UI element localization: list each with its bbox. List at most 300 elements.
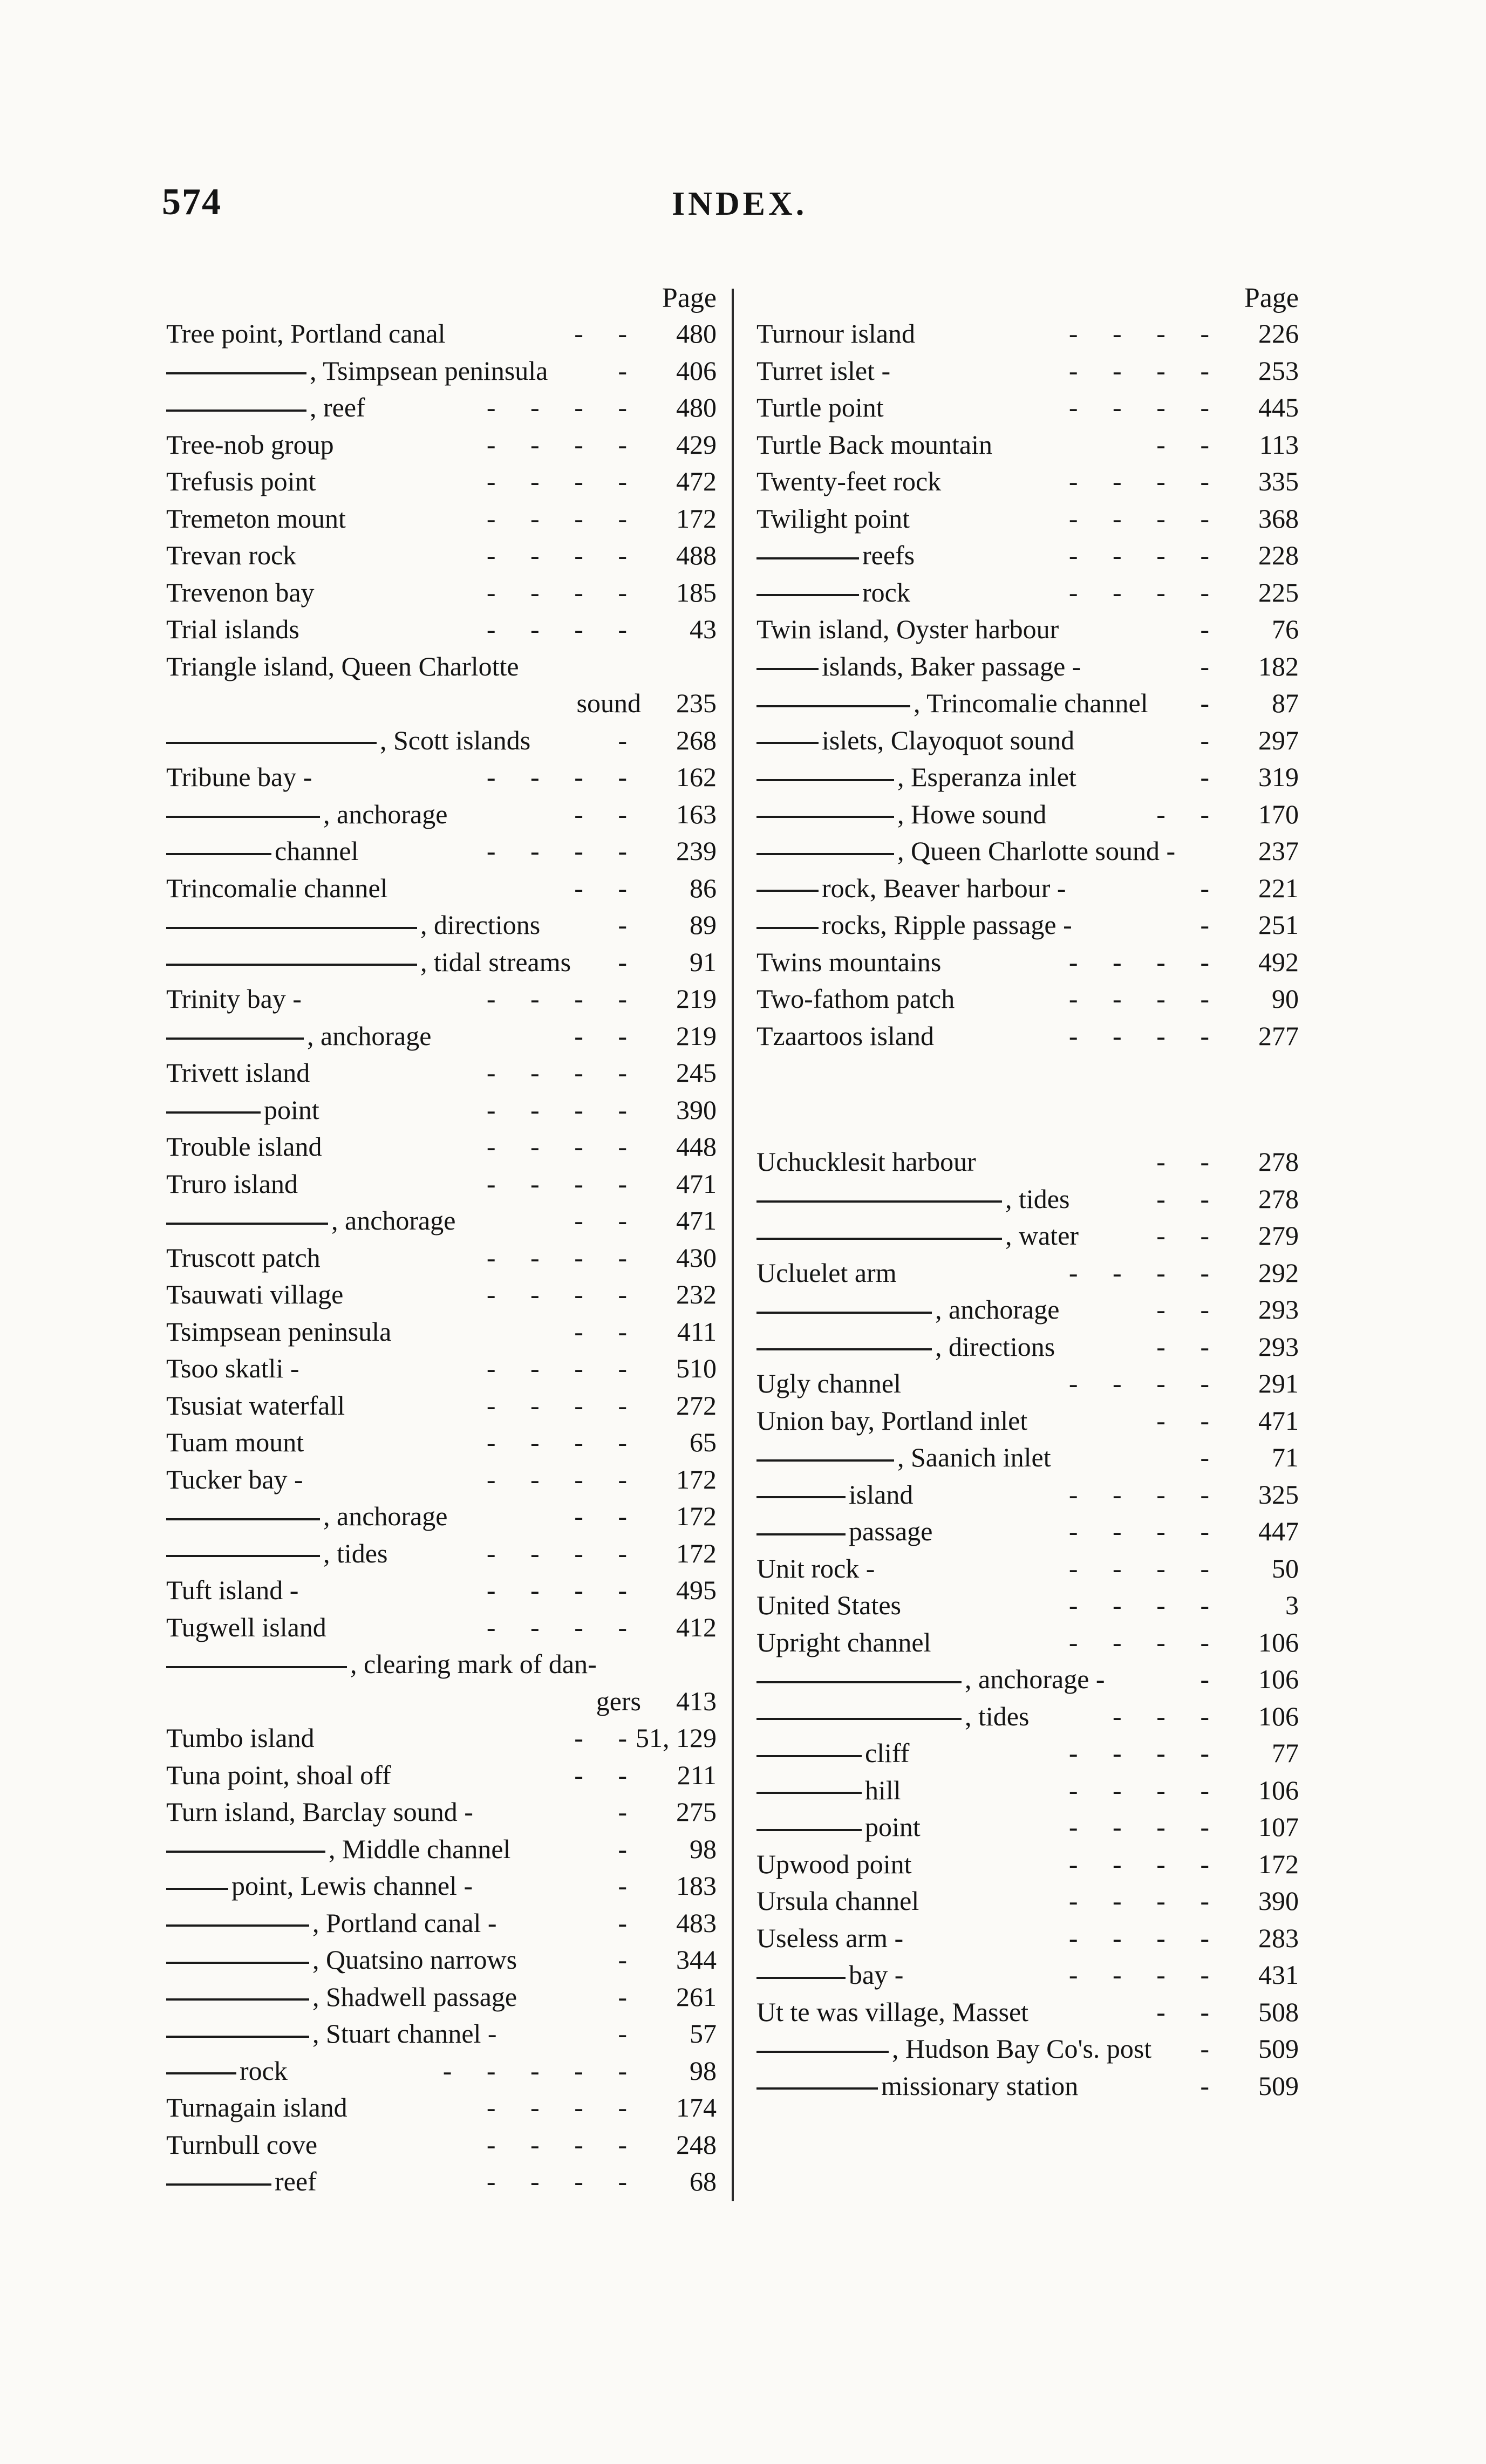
page-reference: 509 (1258, 2070, 1299, 2101)
entry-label: , anchorage (323, 798, 448, 829)
leader-dashes: - - - - (486, 614, 641, 644)
index-entry (756, 832, 1299, 869)
entry-text (166, 1796, 473, 1827)
page-reference: 411 (677, 1316, 717, 1347)
entry-label: Twins mountains (756, 946, 942, 977)
page-reference: 113 (1259, 429, 1299, 460)
entry-text (166, 503, 346, 534)
leader-dashes: - - - - (486, 1242, 641, 1273)
entry-text (756, 835, 1175, 866)
leader-dashes: - (1200, 614, 1223, 644)
entry-text (166, 872, 388, 904)
entry-text (166, 1648, 597, 1680)
leader-dashes: - - - - - (442, 2055, 641, 2086)
entry-text (166, 1612, 326, 1643)
ditto-dash (166, 1111, 261, 1114)
leader-dashes: - - - - (486, 1575, 641, 1605)
page-reference: 275 (676, 1797, 717, 1827)
entry-text (756, 798, 1046, 830)
ditto-dash (756, 1977, 846, 1979)
entry-text (756, 1589, 901, 1621)
leader-dashes: - (618, 725, 641, 755)
index-entry (756, 1476, 1299, 1513)
page-reference: 335 (1258, 466, 1299, 496)
index-entry (166, 684, 717, 721)
entry-label: , clearing mark of dan- (350, 1649, 597, 1679)
leader-dashes: - - - - (486, 1612, 641, 1642)
entry-text (166, 1944, 517, 1975)
page-reference: 430 (676, 1242, 717, 1273)
leader-dashes: - - (574, 798, 641, 829)
index-entry (166, 1830, 717, 1867)
entry-text (166, 1426, 304, 1458)
leader-dashes: - - - - (1068, 1368, 1223, 1398)
entry-label: , Tsimpsean peninsula (310, 355, 548, 386)
page-number: 574 (162, 181, 222, 223)
ditto-dash (166, 1962, 309, 1964)
entry-text (166, 466, 316, 497)
entry-label: Triangle island, Queen Charlotte (166, 651, 519, 681)
entry-text (166, 2055, 288, 2086)
index-entry (166, 1239, 717, 1276)
index-entry (166, 647, 717, 685)
page-reference: 98 (690, 2055, 717, 2086)
ditto-dash (756, 742, 819, 744)
entry-text (756, 1294, 1059, 1325)
page-reference: 293 (1258, 1331, 1299, 1362)
page-reference: 508 (1258, 1996, 1299, 2027)
entry-label: Truscott patch (166, 1242, 321, 1273)
ditto-dash (756, 1496, 846, 1498)
entry-label: , anchorage (307, 1020, 432, 1051)
index-entry (756, 1328, 1299, 1365)
page-reference: 225 (1258, 577, 1299, 608)
ditto-dash (756, 890, 819, 892)
entry-label: bay - (849, 1960, 904, 1990)
entry-text (166, 1907, 497, 1939)
leader-dashes: - - - - (486, 1131, 641, 1162)
entry-label: Trincomalie channel (166, 872, 388, 903)
leader-dashes: - (618, 1907, 641, 1938)
ditto-dash (756, 2087, 878, 2090)
index-entry (166, 832, 717, 869)
entry-text (166, 798, 447, 830)
index-entry (756, 1438, 1299, 1476)
index-entry (756, 1364, 1299, 1402)
entry-text (166, 983, 302, 1014)
leader-dashes: - - - - (1068, 577, 1223, 608)
page-reference: 91 (690, 946, 717, 977)
leader-dashes: - - - - (1068, 1960, 1223, 1990)
page-reference: 492 (1258, 946, 1299, 977)
entry-label: point (865, 1812, 921, 1842)
entry-label: , tides (323, 1538, 388, 1568)
entry-text (166, 613, 299, 645)
leader-dashes: - - - - (1068, 1812, 1223, 1842)
page-reference: 368 (1258, 503, 1299, 534)
index-entry (756, 388, 1299, 426)
entry-label: , reef (310, 392, 365, 422)
index-entry (756, 943, 1299, 980)
page-reference: 431 (1258, 1960, 1299, 1990)
page-reference: 297 (1258, 725, 1299, 755)
entry-text (166, 1981, 517, 2012)
page-reference: 291 (1258, 1368, 1299, 1398)
entry-text (166, 1057, 310, 1088)
entry-label: Tribune bay - (166, 762, 312, 792)
ditto-dash (166, 1924, 309, 1927)
entry-label: islands, Baker passage - (822, 651, 1081, 681)
entry-label: , Portland canal - (312, 1907, 497, 1938)
page-reference: 471 (676, 1168, 717, 1199)
leader-dashes: - - (574, 1316, 641, 1347)
page-reference: 172 (676, 503, 717, 534)
index-entry (166, 1719, 717, 1756)
index-entry (756, 1180, 1299, 1217)
entry-label: , directions (420, 910, 541, 940)
index-entry (166, 721, 717, 759)
leader-dashes: - (1200, 910, 1223, 940)
page-reference: 162 (676, 762, 717, 792)
entry-label: Tuna point, shoal off (166, 1759, 391, 1790)
index-entry (756, 315, 1299, 352)
index-entry (756, 647, 1299, 685)
page-reference: 390 (676, 1094, 717, 1125)
index-entry (166, 795, 717, 832)
page-reference: 90 (1272, 984, 1299, 1014)
index-entry (166, 980, 717, 1017)
entry-text (166, 2129, 317, 2160)
page-reference: 51, 129 (636, 1723, 717, 1753)
entry-label: Union bay, Portland inlet (756, 1405, 1028, 1436)
entry-label: Ucluelet arm (756, 1257, 897, 1288)
entry-label: rock (240, 2055, 288, 2086)
page-reference: 172 (676, 1538, 717, 1568)
entry-text (756, 1774, 901, 1806)
entry-label: Tsauwati village (166, 1279, 344, 1309)
leader-dashes: - - - - (486, 466, 641, 496)
page-reference: 219 (676, 984, 717, 1014)
page-reference: 172 (676, 1501, 717, 1531)
entry-label: Trevan rock (166, 540, 297, 570)
entry-text (166, 2018, 497, 2049)
entry-label: passage (849, 1516, 933, 1546)
page-reference: 277 (1258, 1020, 1299, 1051)
index-entry (166, 1128, 717, 1165)
ditto-dash (756, 1718, 962, 1720)
ditto-dash (166, 1666, 347, 1668)
page-reference: 245 (676, 1057, 717, 1088)
leader-dashes: - (618, 355, 641, 386)
index-entry (166, 2162, 717, 2200)
entry-label: , Shadwell passage (312, 1981, 517, 2012)
page-reference: 163 (676, 798, 717, 829)
page-reference: 239 (676, 836, 717, 866)
entry-text (166, 1870, 473, 1901)
entry-text (756, 1146, 976, 1177)
section-gap (756, 1054, 1299, 1143)
entry-text (166, 1538, 387, 1569)
entry-text (166, 1500, 447, 1532)
index-entry (756, 1402, 1299, 1439)
entry-text (166, 1242, 321, 1273)
entry-label: Turn island, Barclay sound - (166, 1797, 473, 1827)
index-entry (756, 1845, 1299, 1882)
index-entry (166, 1202, 717, 1239)
ditto-dash (756, 594, 859, 596)
index-entry (166, 1608, 717, 1646)
ditto-dash (166, 1223, 328, 1225)
ditto-dash (756, 557, 859, 559)
ditto-dash (166, 409, 306, 412)
leader-dashes: - - (574, 1501, 641, 1531)
index-entry (166, 1387, 717, 1424)
ditto-dash (166, 1851, 325, 1853)
entry-label: Turnbull cove (166, 2129, 318, 2160)
entry-label: reefs (862, 540, 915, 570)
page-reference: 272 (676, 1390, 717, 1421)
page-reference: 248 (676, 2129, 717, 2160)
leader-dashes: - - (574, 318, 641, 349)
page-reference: 412 (676, 1612, 717, 1642)
page-reference: 472 (676, 466, 717, 496)
page-reference: 495 (676, 1575, 717, 1605)
index-column-left (166, 278, 717, 2200)
leader-dashes: - - - - (486, 762, 641, 792)
ditto-dash (756, 705, 910, 707)
leader-dashes: - - - - (486, 1168, 641, 1199)
index-entry (756, 2067, 1299, 2104)
entry-text (756, 1922, 903, 1954)
entry-text (166, 540, 296, 571)
index-entry (166, 315, 717, 352)
entry-label: gers (596, 1685, 641, 1716)
entry-text (166, 909, 540, 940)
running-header (0, 181, 1486, 240)
leader-dashes: - - - - (486, 1094, 641, 1125)
index-entry (756, 795, 1299, 832)
ditto-dash (756, 927, 819, 929)
index-entry (756, 1660, 1299, 1697)
index-entry (756, 684, 1299, 721)
entry-label: Turret islet - (756, 355, 891, 386)
entry-text (756, 872, 1066, 904)
page-reference: 185 (676, 577, 717, 608)
entry-label: , directions (935, 1331, 1055, 1362)
index-entry (756, 721, 1299, 759)
entry-label: Twin island, Oyster harbour (756, 614, 1059, 644)
index-entry (756, 500, 1299, 537)
entry-text (756, 1663, 1105, 1695)
page-reference: 429 (676, 429, 717, 460)
entry-label: , Saanich inlet (897, 1442, 1051, 1472)
index-entry (166, 1904, 717, 1941)
entry-label: Tumbo island (166, 1723, 315, 1753)
entry-text (756, 503, 910, 534)
leader-dashes: - - - - (1068, 1516, 1223, 1546)
entry-text (756, 946, 941, 978)
index-column-right (756, 278, 1299, 2104)
page-reference: 174 (676, 2092, 717, 2122)
entry-text (166, 1020, 431, 1052)
index-entry (166, 536, 717, 574)
index-entry (166, 1017, 717, 1054)
leader-dashes: - - (1156, 1996, 1223, 2027)
leader-dashes: - - - - (486, 1390, 641, 1421)
index-entry (166, 1571, 717, 1608)
entry-text (756, 2033, 1151, 2064)
leader-dashes: - - - - (1068, 1479, 1223, 1510)
entry-label: reef (275, 2166, 317, 2196)
page-reference: 488 (676, 540, 717, 570)
index-entry (756, 906, 1299, 943)
leader-dashes: - - - - (1068, 503, 1223, 534)
entry-text (756, 392, 884, 423)
entry-text (756, 1516, 933, 1547)
entry-text (166, 1833, 510, 1865)
index-entry (756, 1919, 1299, 1956)
index-entry (166, 574, 717, 611)
index-entry (756, 1512, 1299, 1550)
page-reference: 50 (1272, 1553, 1299, 1583)
leader-dashes: - - - - (1068, 1922, 1223, 1953)
page-reference: 251 (1258, 910, 1299, 940)
page-reference: 268 (676, 725, 717, 755)
index-entry (756, 1291, 1299, 1328)
page-reference: 232 (676, 1279, 717, 1309)
page-reference: 471 (1258, 1405, 1299, 1436)
page-reference: 319 (1258, 762, 1299, 792)
entry-text (756, 1405, 1027, 1436)
entry-label: , Esperanza inlet (897, 762, 1076, 792)
entry-text (166, 577, 315, 608)
index-entry (756, 758, 1299, 795)
entry-label: Trinity bay - (166, 984, 302, 1014)
leader-dashes: - (618, 1981, 641, 2012)
page-reference: 98 (690, 1833, 717, 1864)
leader-dashes: - - (574, 872, 641, 903)
page-reference: 253 (1258, 355, 1299, 386)
leader-dashes: - - - - (486, 577, 641, 608)
entry-text (756, 1442, 1051, 1473)
entry-label: Tuft island - (166, 1575, 299, 1605)
leader-dashes: - - (1156, 1220, 1223, 1251)
page-reference: 509 (1258, 2033, 1299, 2064)
ditto-dash (756, 853, 894, 855)
ditto-dash (756, 1792, 862, 1794)
page-reference: 278 (1258, 1146, 1299, 1177)
index-entry (166, 388, 717, 426)
index-entry (166, 610, 717, 647)
page-reference: 406 (676, 355, 717, 386)
entry-label: missionary station (881, 2070, 1079, 2101)
entry-text (166, 355, 548, 386)
entry-label: Truro island (166, 1168, 298, 1199)
leader-dashes: - - - - (1068, 466, 1223, 496)
leader-dashes: - - - - (1068, 1774, 1223, 1805)
page-reference: 480 (676, 392, 717, 422)
page-reference: 228 (1258, 540, 1299, 570)
leader-dashes: - - - - (486, 503, 641, 534)
entry-label: Tree-nob group (166, 429, 334, 460)
leader-dashes: - - - - (486, 1353, 641, 1383)
leader-dashes: - (618, 910, 641, 940)
entry-text (166, 2092, 347, 2123)
page-reference: 106 (1258, 1701, 1299, 1731)
leader-dashes: - (1200, 1442, 1223, 1472)
entry-label: channel (275, 836, 359, 866)
entry-text (166, 2166, 317, 2197)
index-entry (166, 1423, 717, 1460)
page-reference: 71 (1272, 1442, 1299, 1472)
entry-label: , anchorage (935, 1294, 1060, 1325)
leader-dashes: - - - - (1068, 355, 1223, 386)
entry-text (166, 1279, 343, 1310)
page-reference: 445 (1258, 392, 1299, 422)
running-title: INDEX. (672, 186, 808, 222)
entry-label: , tides (965, 1701, 1030, 1731)
index-entry (756, 1771, 1299, 1808)
leader-dashes: - - - - (1068, 984, 1223, 1014)
page-reference: 226 (1258, 318, 1299, 349)
ditto-dash (756, 779, 894, 781)
ditto-dash (756, 1200, 1002, 1203)
ditto-dash (756, 1533, 846, 1535)
entry-text (756, 2070, 1078, 2101)
entry-text (756, 1737, 909, 1769)
entry-text (756, 1996, 1028, 2028)
leader-dashes: - (1200, 688, 1223, 718)
page-reference: 87 (1272, 688, 1299, 718)
index-entry (166, 1313, 717, 1350)
index-entry (166, 1756, 717, 1793)
index-entry (756, 1586, 1299, 1623)
entry-text (166, 1574, 298, 1606)
index-entry (166, 2052, 717, 2089)
entry-label: sound (576, 688, 641, 718)
page-reference: 344 (676, 1944, 717, 1975)
leader-dashes: - - - - (486, 2129, 641, 2160)
entry-text (166, 946, 571, 978)
page-reference: 293 (1258, 1294, 1299, 1325)
entry-label: Upright channel (756, 1627, 931, 1657)
entry-label: , Hudson Bay Co's. post (892, 2033, 1152, 2064)
leader-dashes: - - (574, 1723, 641, 1753)
page-reference: 211 (677, 1759, 717, 1790)
page-column-label (756, 278, 1299, 315)
entry-text (166, 1316, 391, 1347)
leader-dashes: - - - - (486, 1279, 641, 1309)
entry-text (756, 1701, 1029, 1732)
entry-text (756, 613, 1059, 645)
ditto-dash (756, 816, 894, 818)
leader-dashes: - - - - (1068, 1886, 1223, 1916)
page-reference: 106 (1258, 1664, 1299, 1694)
index-entry (166, 1460, 717, 1498)
entry-label: Upwood point (756, 1848, 912, 1879)
index-entry (756, 352, 1299, 389)
entry-label: rock (862, 577, 910, 608)
ditto-dash (166, 1038, 304, 1040)
index-entry (166, 943, 717, 980)
entry-text (166, 429, 334, 460)
leader-dashes: - - - - (486, 836, 641, 866)
page-reference: 107 (1258, 1812, 1299, 1842)
leader-dashes: - - (1156, 1183, 1223, 1214)
entry-text (756, 355, 890, 386)
entry-label: , Trincomalie channel (914, 688, 1148, 718)
page-reference: 183 (676, 1871, 717, 1901)
